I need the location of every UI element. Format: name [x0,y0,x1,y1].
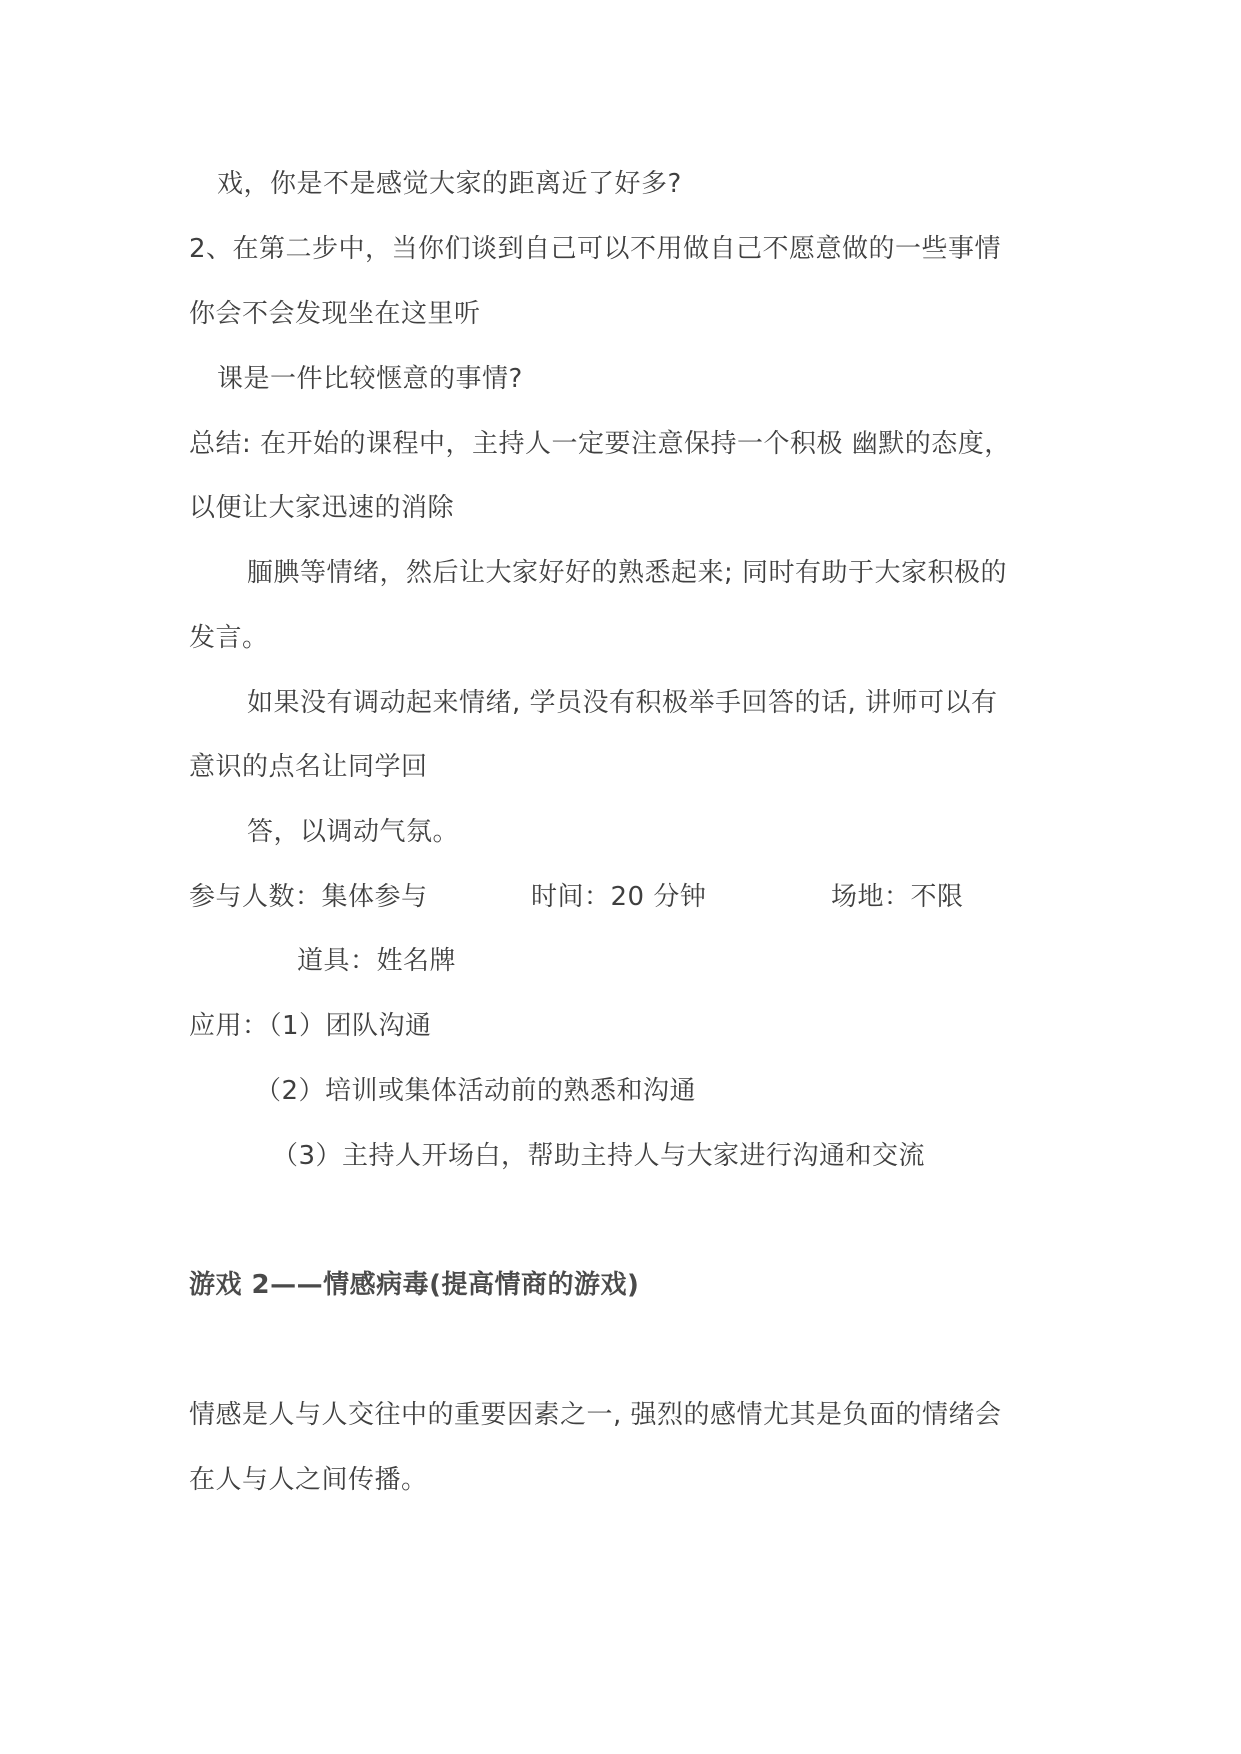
summary-line-6: 意识的点名让同学回 [189,752,428,782]
summary-line-7: 答，以调动气氛。 [247,817,460,847]
paragraph-line-3: 你会不会发现坐在这里听 [189,299,481,329]
section-title: 游戏 2——情感病毒(提高情商的游戏) [189,1270,640,1300]
summary-line-2: 以便让大家迅速的消除 [189,493,455,523]
application-line-3: （3）主持人开场白，帮助主持人与大家进行沟通和交流 [272,1141,926,1171]
summary-line-5: 如果没有调动起来情绪, 学员没有积极举手回答的话, 讲师可以有 [247,688,998,718]
summary-line-1: 总结: 在开始的课程中，主持人一定要注意保持一个积极 幽默的态度， [189,429,1011,459]
application-line-2: （2）培训或集体活动前的熟悉和沟通 [255,1076,697,1106]
venue-text: 场地：不限 [831,882,964,912]
paragraph-line-2: 2、在第二步中，当你们谈到自己可以不用做自己不愿意做的一些事情 [189,234,1002,264]
section-paragraph-line-1: 情感是人与人交往中的重要因素之一, 强烈的感情尤其是负面的情绪会 [189,1400,1002,1430]
paragraph-line-1: 戏，你是不是感觉大家的距离近了好多? [217,169,682,199]
props-text: 道具：姓名牌 [297,946,457,976]
summary-line-3: 腼腆等情绪，然后让大家好好的熟悉起来; 同时有助于大家积极的 [247,558,1008,588]
section-paragraph-line-2: 在人与人之间传播。 [189,1465,428,1495]
summary-line-4: 发言。 [189,623,269,653]
application-line-1: 应用：（1）团队沟通 [189,1011,432,1041]
participants-text: 参与人数：集体参与 [189,882,428,912]
time-text: 时间：20 分钟 [531,882,707,912]
paragraph-line-4: 课是一件比较惬意的事情? [217,364,523,394]
